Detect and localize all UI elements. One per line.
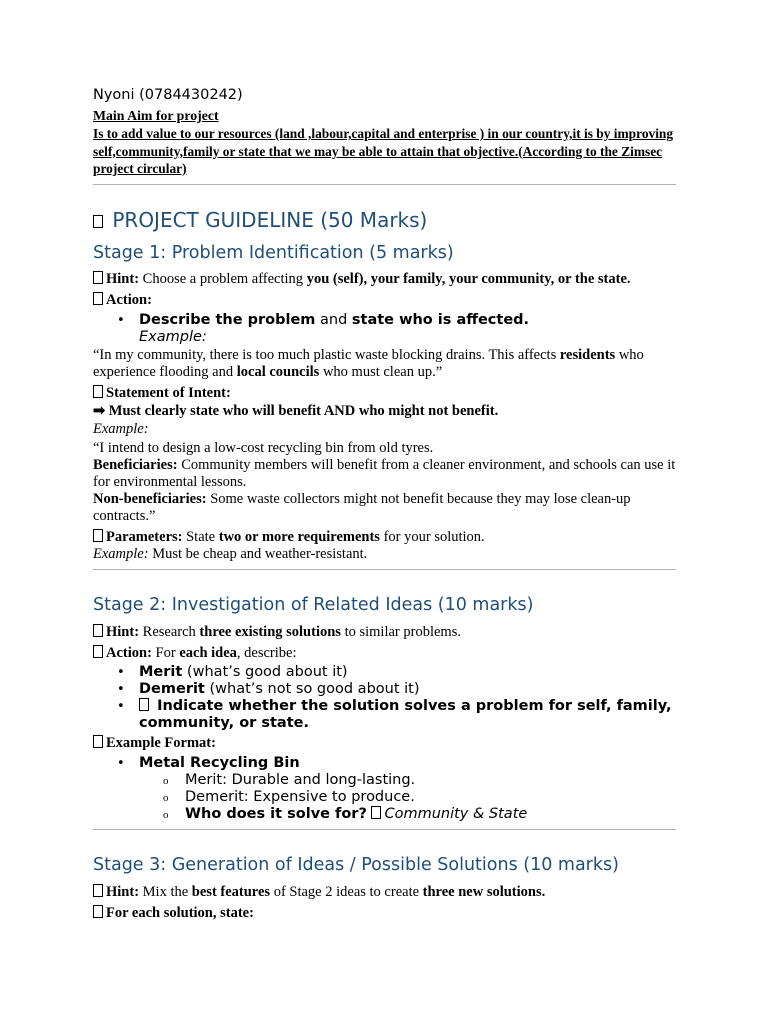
list-item: • Demerit (what’s not so good about it) bbox=[139, 681, 676, 698]
missing-glyph-icon bbox=[93, 905, 103, 918]
sub-list-item: o Merit: Durable and long-lasting. bbox=[185, 772, 676, 789]
divider bbox=[93, 184, 676, 185]
list-item: • Indicate whether the solution solves a problem for self, family, community, or state. bbox=[139, 698, 676, 732]
stage1-action: Action: bbox=[93, 292, 676, 309]
sub-list-item: o Demerit: Expensive to produce. bbox=[185, 789, 676, 806]
example-format-list bbox=[93, 755, 676, 823]
stage3-title: Stage 3: Generation of Ideas / Possible Solutions (10 marks) bbox=[93, 854, 619, 875]
missing-glyph-icon bbox=[371, 806, 381, 819]
guideline-title-text: PROJECT GUIDELINE (50 Marks) bbox=[112, 207, 428, 232]
stage1-title: Stage 1: Problem Identification (5 marks) bbox=[93, 242, 454, 263]
stage3-each-solution: For each solution, state: bbox=[93, 905, 676, 922]
stage1-hint: Hint: Choose a problem affecting you (self), your family, your community, or the state. bbox=[93, 271, 676, 288]
missing-glyph-icon bbox=[93, 884, 103, 897]
intent-example-label: Example: bbox=[93, 420, 149, 437]
example-format: Example Format: bbox=[93, 735, 676, 752]
missing-glyph-icon bbox=[93, 529, 103, 542]
contact-line: Nyoni (0784430242) bbox=[93, 87, 243, 103]
beneficiaries: Beneficiaries: Community members will benefit from a cleaner environment, and schools can use it for environmental lessons. bbox=[93, 456, 676, 490]
stage2-hint: Hint: Research three existing solutions to similar problems. bbox=[93, 624, 676, 641]
guideline-title bbox=[93, 207, 676, 233]
list-item: • Describe the problem and state who is affected. Example: bbox=[139, 312, 676, 346]
missing-glyph-icon bbox=[93, 292, 103, 305]
list-item: • Metal Recycling Bin o Merit: Durable and long-lasting. o Demerit: Expensive to produce. o Who does it solve for? Community & State bbox=[139, 755, 676, 823]
main-aim-text: Is to add value to our resources (land ,labour,capital and enterprise ) in our country,it is by improving self,community,family or state that we may be able to attain that objective.(According to the Zimsec project circular) bbox=[93, 126, 674, 176]
stage2-title: Stage 2: Investigation of Related Ideas (10 marks) bbox=[93, 594, 534, 615]
missing-glyph-icon bbox=[93, 215, 103, 228]
missing-glyph-icon bbox=[93, 271, 103, 284]
intent-quote: “I intend to design a low-cost recycling bin from old tyres. bbox=[93, 439, 434, 456]
statement-of-intent: Statement of Intent: bbox=[93, 385, 676, 402]
stage1-action-list bbox=[93, 312, 676, 346]
divider bbox=[93, 569, 676, 570]
missing-glyph-icon bbox=[93, 645, 103, 658]
missing-glyph-icon bbox=[93, 735, 103, 748]
main-aim-title: Main Aim for project bbox=[93, 108, 219, 123]
list-item: • Merit (what’s good about it) bbox=[139, 664, 676, 681]
example-sublist bbox=[139, 772, 676, 823]
stage2-action: Action: For each idea, describe: bbox=[93, 645, 676, 662]
parameters: Parameters: State two or more requirements for your solution. bbox=[93, 529, 676, 546]
sub-list-item: o Who does it solve for? Community & State bbox=[185, 806, 676, 823]
document-content bbox=[93, 86, 676, 922]
non-beneficiaries: Non-beneficiaries: Some waste collectors might not benefit because they may lose clean-up contracts.” bbox=[93, 490, 631, 524]
stage3-hint: Hint: Mix the best features of Stage 2 ideas to create three new solutions. bbox=[93, 884, 676, 901]
intent-must: ➡ Must clearly state who will benefit AND who might not benefit. bbox=[93, 402, 499, 419]
stage1-example-quote: “In my community, there is too much plastic waste blocking drains. This affects residents who experience flooding and local councils who must clean up.” bbox=[93, 346, 644, 380]
missing-glyph-icon bbox=[93, 385, 103, 398]
missing-glyph-icon bbox=[139, 698, 149, 711]
parameters-example: Example: Must be cheap and weather-resistant. bbox=[93, 545, 368, 562]
missing-glyph-icon bbox=[93, 624, 103, 637]
divider bbox=[93, 829, 676, 830]
stage2-action-list bbox=[93, 664, 676, 732]
